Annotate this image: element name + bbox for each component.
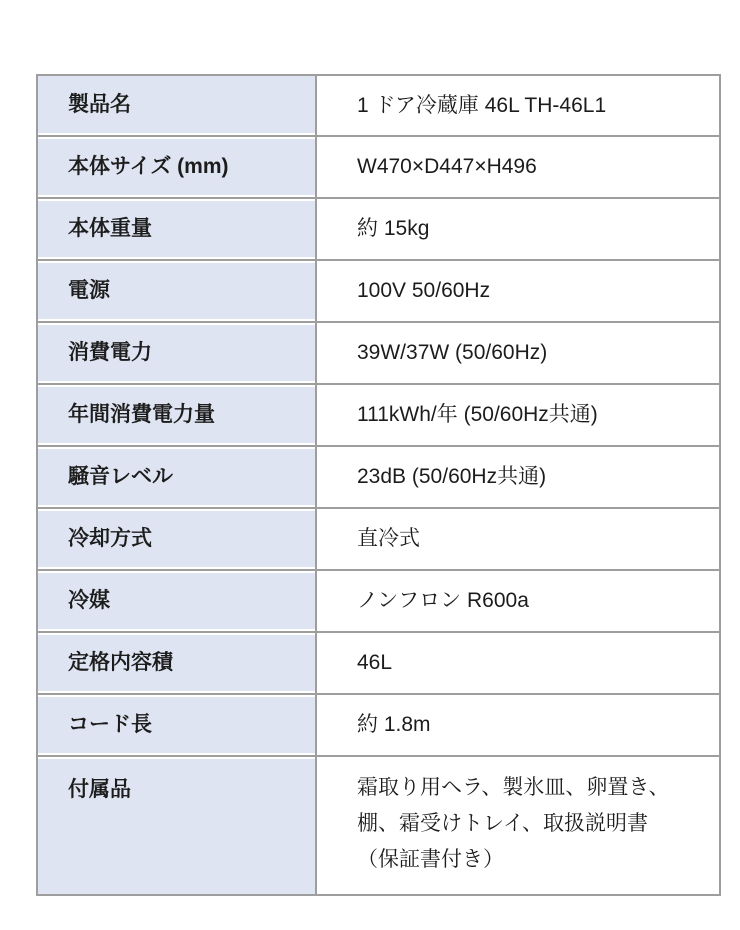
row-label: 冷媒 [38, 573, 315, 629]
table-row [38, 507, 719, 569]
row-label: 電源 [38, 263, 315, 319]
row-value: 約 15kg [315, 199, 719, 259]
row-label: 騒音レベル [38, 449, 315, 505]
row-value-line: （保証書付き） [357, 848, 504, 871]
row-value: 直冷式 [315, 509, 719, 569]
table-row [38, 76, 719, 135]
row-label: 付属品 [38, 759, 315, 894]
row-value: ノンフロン R600a [315, 571, 719, 631]
table-row [38, 383, 719, 445]
row-value: 約 1.8m [315, 695, 719, 755]
row-label: 本体サイズ (mm) [38, 139, 315, 195]
table-row [38, 445, 719, 507]
row-value: 100V 50/60Hz [315, 261, 719, 321]
row-label: 消費電力 [38, 325, 315, 381]
row-label: 定格内容積 [38, 635, 315, 691]
row-value: 111kWh/年 (50/60Hz共通) [315, 385, 719, 445]
table-row [38, 321, 719, 383]
row-value [315, 757, 719, 894]
table-row [38, 631, 719, 693]
row-value: 46L [315, 633, 719, 693]
table-row [38, 755, 719, 894]
table-row [38, 693, 719, 755]
row-value: W470×D447×H496 [315, 137, 719, 197]
table-row [38, 569, 719, 631]
row-label: 製品名 [38, 76, 315, 133]
table-row [38, 135, 719, 197]
spec-table [36, 74, 721, 896]
row-value: 1 ドア冷蔵庫 46L TH-46L1 [315, 76, 719, 135]
row-label: コード長 [38, 697, 315, 753]
table-row [38, 259, 719, 321]
row-label: 冷却方式 [38, 511, 315, 567]
row-value: 23dB (50/60Hz共通) [315, 447, 719, 507]
row-value-line: 霜取り用ヘラ、製氷皿、卵置き、 [357, 776, 670, 799]
row-value: 39W/37W (50/60Hz) [315, 323, 719, 383]
row-label: 年間消費電力量 [38, 387, 315, 443]
row-value-line: 棚、霜受けトレイ、取扱説明書 [357, 812, 649, 835]
row-label: 本体重量 [38, 201, 315, 257]
table-row [38, 197, 719, 259]
